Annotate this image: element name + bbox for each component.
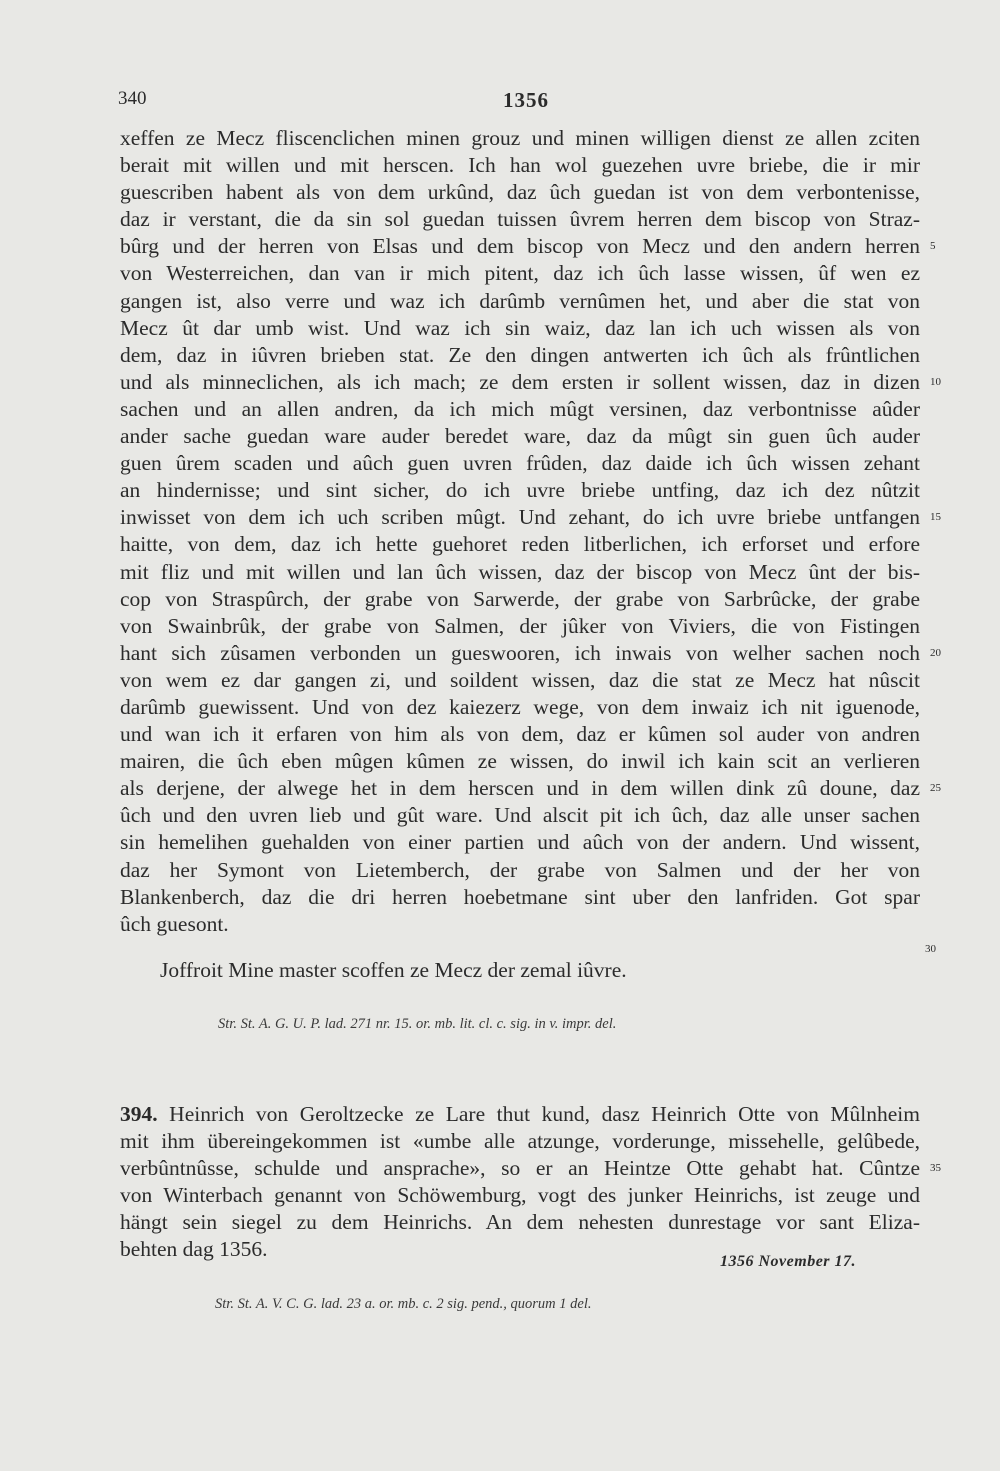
line-number: 15	[930, 511, 941, 524]
text-line	[120, 884, 920, 911]
text-line	[120, 559, 920, 586]
text-line-content: haitte, von dem, daz ich hette guehoret reden litberlichen, ich erforset und erfore	[120, 532, 920, 557]
text-line	[120, 152, 920, 179]
text-line-content: von Westerreichen, dan van ir mich pitent, daz ich ûch lasse wissen, ûf wen ez	[120, 261, 920, 286]
text-line-content: berait mit willen und mit herscen. Ich han wol guezehen uvre briebe, die ir mir	[120, 153, 920, 178]
text-line-content: ûch guesont.	[120, 911, 229, 936]
line-number: 25	[930, 782, 941, 795]
text-line-content: darûmb guewissent. Und von dez kaiezerz wege, von dem inwaiz ich nit iguenode,	[120, 694, 920, 719]
text-line-content: cop von Straspûrch, der grabe von Sarwerde, der grabe von Sarbrûcke, der grabe	[120, 586, 920, 611]
text-line-content: mairen, die ûch eben mûgen kûmen ze wissen, do inwil ich kain scit an verlieren	[120, 749, 920, 774]
text-line	[120, 369, 941, 396]
text-line	[120, 775, 941, 802]
line-number: 10	[930, 375, 941, 388]
text-line	[120, 179, 920, 206]
text-line	[120, 586, 920, 613]
text-line-content: als derjene, der alwege het in dem herscen und in dem willen dink zû doune, daz	[120, 776, 920, 801]
text-line	[120, 125, 920, 152]
text-line-content: daz her Symont von Lietemberch, der grabe von Salmen und der her von	[120, 857, 920, 882]
text-line	[120, 911, 920, 938]
text-line-content: gangen ist, also verre und waz ich darûmb vernûmen het, und aber die stat von	[120, 288, 920, 313]
text-line-content: sachen und an allen andren, da ich mich mûgt versinen, daz verbontnisse aûder	[120, 396, 920, 421]
text-line-content: Heinrich von Geroltzecke ze Lare thut kund, dasz Heinrich Otte von Mûlnheim	[169, 1102, 920, 1126]
text-line	[120, 342, 920, 369]
source-citation: Str. St. A. G. U. P. lad. 271 nr. 15. or. mb. lit. cl. c. sig. in v. impr. del.	[218, 1016, 617, 1032]
text-line	[120, 504, 941, 531]
text-line-content: mit ihm übereingekommen ist «umbe alle atzunge, vorderunge, missehelle, gelûbede,	[120, 1129, 920, 1154]
text-line	[120, 857, 920, 884]
text-line	[120, 531, 920, 558]
text-line	[120, 423, 920, 450]
entry-date: 1356 November 17.	[720, 1253, 857, 1270]
text-line	[120, 260, 920, 287]
text-line-content: xeffen ze Mecz fliscenclichen minen grouz und minen willigen dienst ze allen zciten	[120, 126, 920, 150]
text-line	[120, 1182, 920, 1209]
letter-text	[120, 125, 941, 938]
text-line-content: daz ir verstant, die da sin sol guedan tuissen ûvrem herren dem biscop von Straz-	[120, 207, 920, 232]
text-line-content: guescriben habent als von dem urkûnd, daz ûch guedan ist von dem verbontenisse,	[120, 180, 920, 205]
text-line-content: von wem ez dar gangen zi, und soildent wissen, daz die stat ze Mecz hat nûscit	[120, 667, 920, 692]
letter-signature: Joffroit Mine master scoffen ze Mecz der zemal iûvre.	[160, 958, 627, 982]
text-line-content: und als minneclichen, als ich mach; ze dem ersten ir sollent wissen, daz in dizen	[120, 369, 920, 394]
text-line-content: von Swainbrûk, der grabe von Salmen, der jûker von Viviers, die von Fistingen	[120, 613, 920, 638]
text-line-content: ûch und den uvren lieb und gût ware. Und alscit pit ich ûch, daz alle unser sachen	[120, 803, 920, 828]
entry-number: 394.	[120, 1102, 170, 1126]
line-number: 35	[930, 1162, 941, 1175]
text-line-content: hant sich zûsamen verbonden un gueswooren, ich inwais von welher sachen noch	[120, 640, 920, 665]
text-line	[120, 829, 920, 856]
text-line-content: Blankenberch, daz die dri herren hoebetmane sint uber den lanfriden. Got spar	[120, 884, 920, 909]
text-line	[120, 1128, 920, 1155]
text-line	[120, 206, 920, 233]
running-year: 1356	[503, 88, 549, 112]
source-citation: Str. St. A. V. C. G. lad. 23 a. or. mb. c. 2 sig. pend., quorum 1 del.	[215, 1296, 592, 1312]
text-line	[120, 748, 920, 775]
page-header	[118, 88, 918, 118]
text-line	[120, 1209, 920, 1236]
text-line	[120, 288, 920, 315]
text-line	[120, 721, 920, 748]
text-line-content: behten dag 1356.	[120, 1237, 268, 1262]
line-number: 20	[930, 646, 941, 659]
text-line	[120, 640, 941, 667]
text-line-content: mit fliz und mit willen und lan ûch wissen, daz der biscop von Mecz ûnt der bis-	[120, 559, 920, 584]
text-line-content: bûrg und der herren von Elsas und dem biscop von Mecz und den andern herren	[120, 234, 920, 259]
text-line	[120, 450, 920, 477]
text-line	[120, 233, 936, 260]
text-line-content: ander sache guedan ware auder beredet ware, daz da mûgt sin guen ûch auder	[120, 424, 920, 449]
text-line-content: guen ûrem scaden und aûch guen uvren frûden, daz daide ich ûch wissen zehant	[120, 451, 920, 476]
text-line-content: dem, daz in iûvren brieben stat. Ze den dingen antwerten ich ûch als frûntlichen	[120, 342, 920, 367]
text-line-content: von Winterbach genannt von Schöwemburg, vogt des junker Heinrichs, ist zeuge und	[120, 1183, 920, 1208]
text-line-content: an hindernisse; und sint sicher, do ich uvre briebe untfing, daz ich dez nûtzit	[120, 478, 920, 503]
text-line-content: verbûntnûsse, schulde und ansprache», so er an Heintze Otte gehabt hat. Cûntze	[120, 1156, 920, 1181]
text-line	[120, 315, 920, 342]
line-number: 5	[930, 240, 936, 253]
text-line-content: hängt sein siegel zu dem Heinrichs. An dem nehesten dunrestage vor sant Eliza-	[120, 1210, 920, 1235]
line-number: 30	[925, 943, 936, 955]
text-line	[120, 1101, 920, 1128]
text-line	[120, 396, 920, 423]
page-number: 340	[118, 88, 147, 109]
text-line	[120, 802, 920, 829]
text-line	[120, 477, 920, 504]
text-line	[120, 1155, 941, 1182]
text-line	[120, 694, 920, 721]
entry-394-text	[120, 1101, 941, 1264]
text-line-content: und wan ich it erfaren von him als von dem, daz er kûmen sol auder von andren	[120, 722, 920, 747]
text-line-content: sin hemelihen guehalden von einer partien und aûch von der andern. Und wissent,	[120, 830, 920, 855]
text-line-content: inwisset von dem ich uch scriben mûgt. Und zehant, do ich uvre briebe untfangen	[120, 505, 920, 530]
text-line	[120, 667, 920, 694]
text-line	[120, 613, 920, 640]
text-line-content: Mecz ût dar umb wist. Und waz ich sin waiz, daz lan ich uch wissen als von	[120, 315, 920, 340]
